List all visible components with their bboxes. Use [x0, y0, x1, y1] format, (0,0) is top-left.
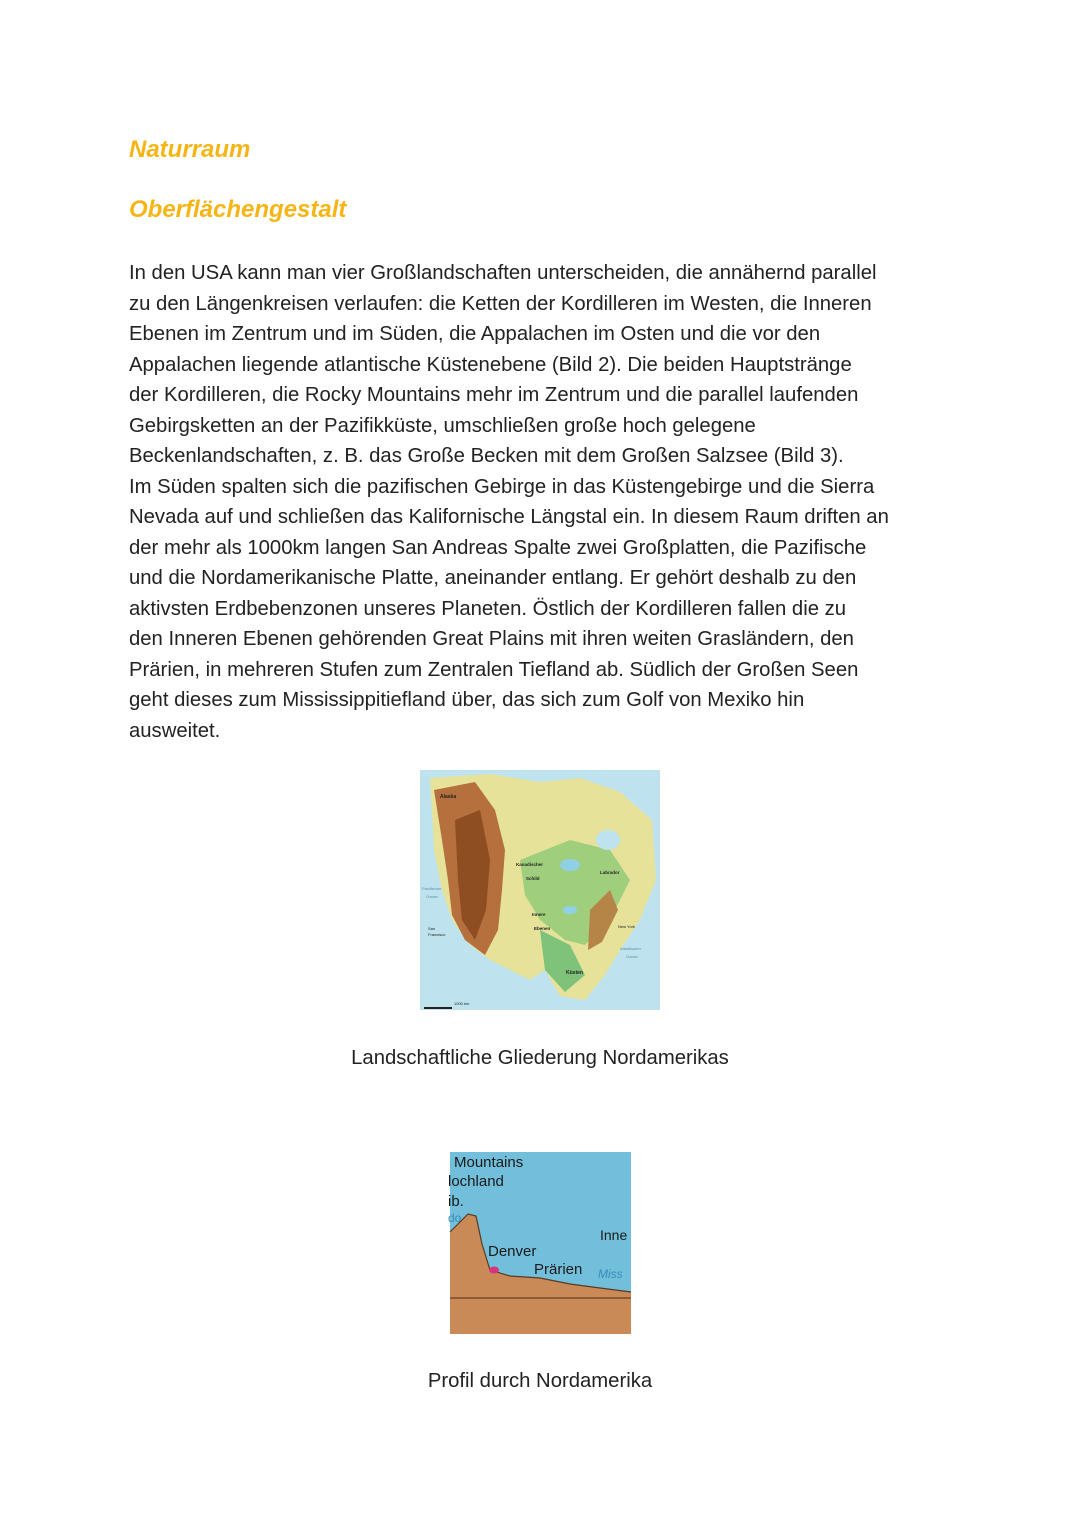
profile-label-praerien: Prärien: [534, 1261, 583, 1278]
paragraph-line: In den USA kann man vier Großlandschaften unterscheiden, die annähernd parallel: [129, 262, 877, 284]
map-label-san: San: [428, 926, 436, 931]
profile-label-do: do: [448, 1211, 462, 1225]
profile-label-hochland: lochland: [448, 1173, 504, 1190]
map-label-ozean-pac: Ozean: [426, 894, 438, 899]
north-america-profile: [450, 1152, 631, 1334]
paragraph-line: der mehr als 1000km langen San Andreas Spalte zwei Großplatten, die Pazifische: [129, 536, 867, 559]
body-paragraph: [129, 258, 959, 746]
map-label-ebenen: Ebenen: [534, 926, 551, 931]
profile-caption: Profil durch Nordamerika: [427, 1370, 653, 1392]
profile-graphic: [450, 1152, 631, 1334]
map-graphic: [420, 770, 660, 1010]
profile-label-inne: Inne: [600, 1227, 628, 1243]
map-label-francisco: Francisco: [428, 932, 446, 937]
map-label-schild: Schild: [526, 876, 540, 881]
paragraph-line: den Inneren Ebenen gehörenden Great Plains mit ihren weiten Grasländern, den: [129, 628, 854, 650]
map-label-new-york: New York: [618, 924, 635, 929]
map-label-kuesten: Küsten: [566, 970, 583, 976]
paragraph-line: der Kordilleren, die Rocky Mountains mehr im Zentrum und die parallel laufenden: [129, 384, 859, 406]
map-label-pazifischer: Pazifischer: [422, 886, 442, 891]
paragraph-line: Appalachen liegende atlantische Küstenebene (Bild 2). Die beiden Hauptstränge: [129, 353, 852, 376]
profile-label-denver: Denver: [488, 1243, 537, 1260]
map-label-kanadischer: Kanadischer: [516, 862, 544, 867]
north-america-map: [420, 770, 660, 1010]
map-caption: Landschaftliche Gliederung Nordamerikas: [351, 1047, 729, 1069]
paragraph-line: ausweitet.: [129, 719, 221, 742]
map-label-innere: Innere: [532, 912, 546, 917]
map-label-labrador: Labrador: [600, 870, 620, 875]
paragraph-line: Prärien, in mehreren Stufen zum Zentralen Tiefland ab. Südlich der Großen Seen: [129, 658, 859, 681]
profile-label-b: ib.: [448, 1193, 464, 1210]
paragraph-line: und die Nordamerikanische Platte, aneinander entlang. Er gehört deshalb zu den: [129, 567, 857, 589]
profile-label-mountains: Mountains: [454, 1154, 524, 1171]
map-label-alaska: Alaska: [440, 794, 457, 800]
paragraph-line: Im Süden spalten sich die pazifischen Gebirge in das Küstengebirge und die Sierra: [129, 475, 875, 498]
paragraph-line: Nevada auf und schließen das Kalifornische Längstal ein. In diesem Raum driften an: [129, 506, 889, 528]
map-label-ozean-atl: Ozean: [626, 954, 638, 959]
paragraph-line: aktivsten Erdbebenzonen unseres Planeten. Östlich der Kordilleren fallen die zu: [129, 597, 847, 620]
map-label-scale: 1000 km: [454, 1001, 470, 1006]
paragraph-line: Ebenen im Zentrum und im Süden, die Appalachen im Osten und die vor den: [129, 323, 821, 345]
paragraph-line: geht dieses zum Mississippitiefland über, das sich zum Golf von Mexiko hin: [129, 689, 805, 711]
denver-marker: [489, 1267, 499, 1274]
section-heading: Naturraum: [129, 136, 251, 163]
profile-label-miss: Miss: [598, 1267, 623, 1281]
subsection-heading: Oberflächengestalt: [129, 196, 347, 223]
paragraph-line: zu den Längenkreisen verlaufen: die Ketten der Kordilleren im Westen, die Inneren: [129, 292, 872, 315]
map-label-atlantischer: Atlantischer: [620, 946, 641, 951]
paragraph-line: Gebirgsketten an der Pazifikküste, umschließen große hoch gelegene: [129, 414, 756, 437]
paragraph-line: Beckenlandschaften, z. B. das Große Becken mit dem Großen Salzsee (Bild 3).: [129, 445, 844, 467]
